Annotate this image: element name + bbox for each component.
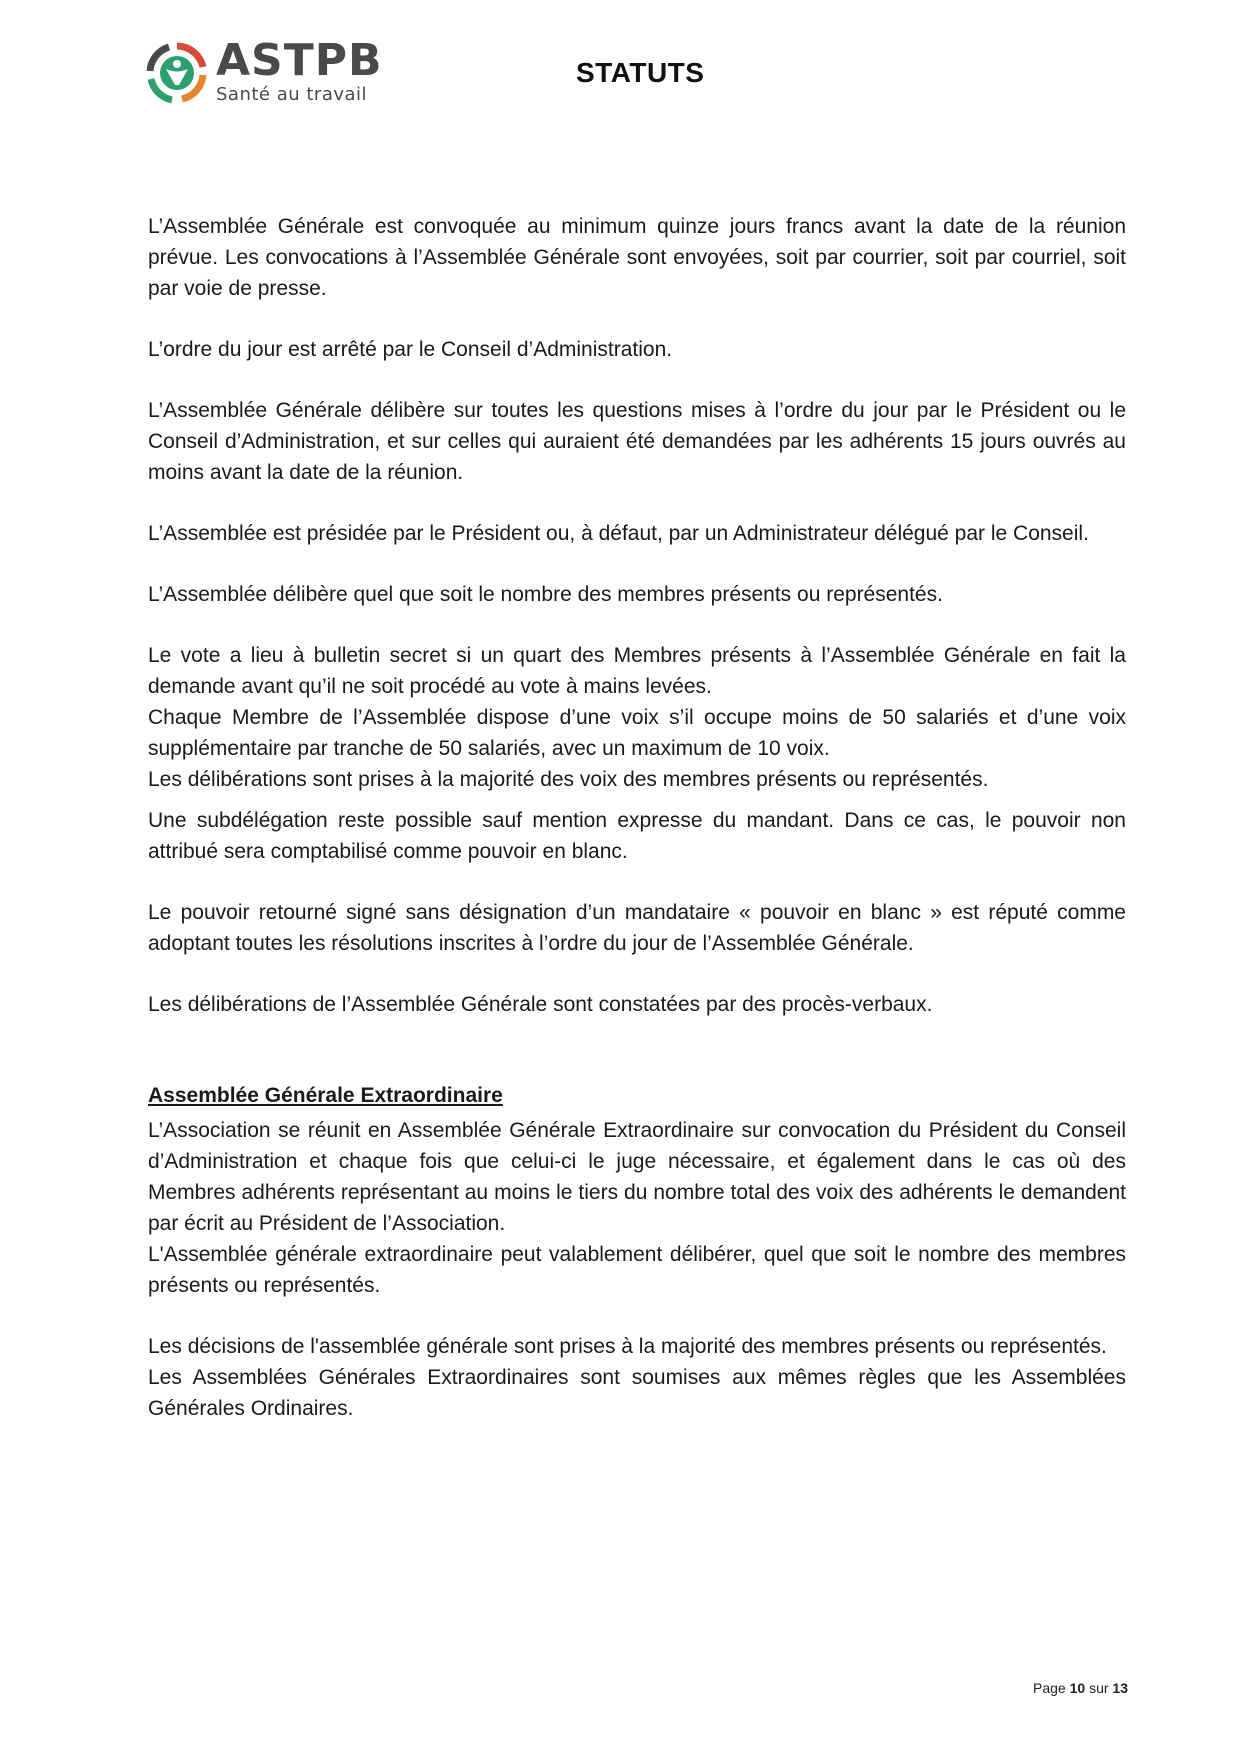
page-prefix: Page [1033,1680,1066,1696]
logo-tagline: Santé au travail [216,84,368,105]
paragraph-majorite: Les délibérations sont prises à la majorité des voix des membres présents ou représentés. [148,768,989,791]
document-title: STATUTS [576,57,705,88]
page-current: 10 [1069,1680,1086,1696]
logo-name: ASTPB [216,35,383,86]
paragraph-age-decisions: Les décisions de l'assemblée générale sont prises à la majorité des membres présents ou représentés. [148,1335,1107,1358]
paragraph-convocation: L’Assemblée Générale est convoquée au minimum quinze jours francs avant la date de la réunion prévue. Les convocations à l’Assemblée Générale sont envoyées, soit par courrier, soit par courriel, soit par voie de presse. [148,215,1126,300]
paragraph-presidence: L’Assemblée est présidée par le Président ou, à défaut, par un Administrateur délégué par le Conseil. [148,522,1089,545]
paragraph-age-quorum: L'Assemblée générale extraordinaire peut valablement délibérer, quel que soit le nombre des membres présents ou représentés. [148,1243,1126,1297]
paragraph-subdelegation: Une subdélégation reste possible sauf mention expresse du mandant. Dans ce cas, le pouvoir non attribué sera comptabilisé comme pouvoir en blanc. [148,809,1126,863]
page-total: 13 [1112,1680,1128,1696]
paragraph-age-regles: Les Assemblées Générales Extraordinaires sont soumises aux mêmes règles que les Assemblées Générales Ordinaires. [148,1366,1126,1420]
astpb-logo-icon [146,42,208,104]
paragraph-age-convocation: L’Association se réunit en Assemblée Générale Extraordinaire sur convocation du Président du Conseil d’Administration et chaque fois que celui-ci le juge nécessaire, et également dans le cas où des Membres adhérents représentant au moins le tiers du nombre total des voix des adhérents le demandent par écrit au Président de l’Association. [148,1119,1126,1235]
section-heading-extraordinaire: Assemblée Générale Extraordinaire [148,1084,503,1107]
paragraph-proces-verbaux: Les délibérations de l’Assemblée Générale sont constatées par des procès-verbaux. [148,993,933,1016]
page-number [1033,1680,1128,1696]
page-separator: sur [1089,1680,1109,1696]
paragraph-voix: Chaque Membre de l’Assemblée dispose d’une voix s’il occupe moins de 50 salariés et d’une voix supplémentaire par tranche de 50 salariés, avec un maximum de 10 voix. [148,706,1126,760]
paragraph-vote-secret: Le vote a lieu à bulletin secret si un quart des Membres présents à l’Assemblée Générale en fait la demande avant qu’il ne soit procédé au vote à mains levées. [148,644,1126,698]
paragraph-pouvoir-blanc: Le pouvoir retourné signé sans désignation d’un mandataire « pouvoir en blanc » est réputé comme adoptant toutes les résolutions inscrites à l’ordre du jour de l’Assemblée Générale. [148,901,1126,955]
paragraph-ordre-du-jour: L’ordre du jour est arrêté par le Conseil d’Administration. [148,338,673,361]
astpb-logo [146,35,390,106]
paragraph-deliberation-questions: L’Assemblée Générale délibère sur toutes les questions mises à l’ordre du jour par le Président ou le Conseil d’Administration, et sur celles qui auraient été demandées par les adhérents 15 jours ouvrés au moins avant la date de la réunion. [148,399,1126,484]
paragraph-quorum: L’Assemblée délibère quel que soit le nombre des membres présents ou représentés. [148,583,943,606]
document-body [148,211,1126,1424]
